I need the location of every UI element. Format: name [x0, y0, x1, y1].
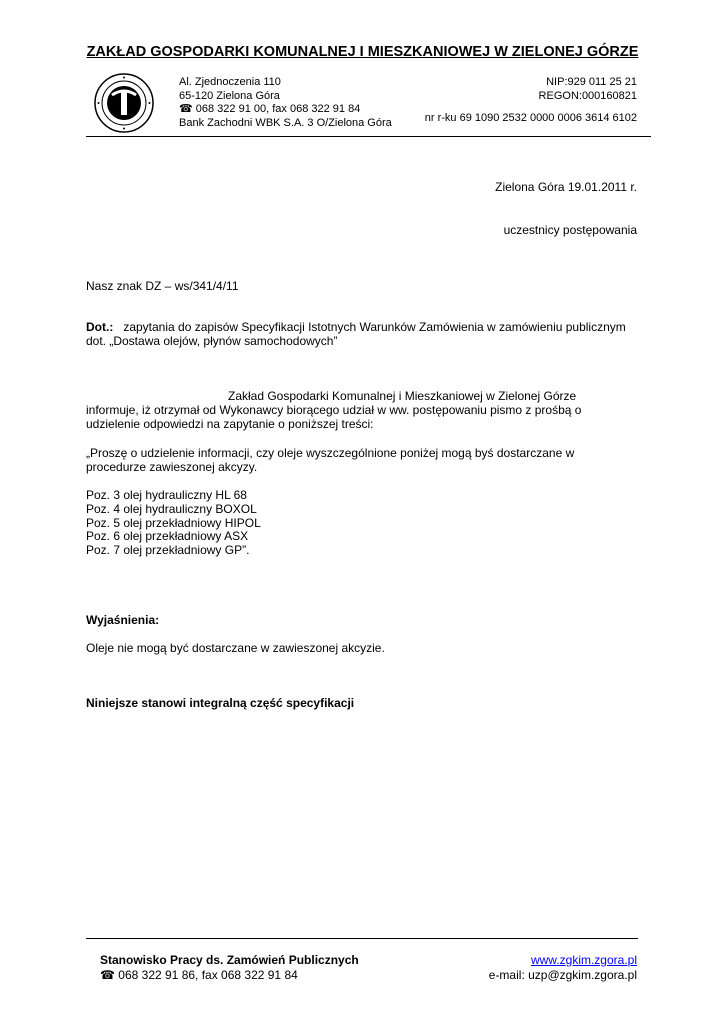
website-link[interactable]: www.zgkim.zgora.pl: [530, 953, 637, 967]
intro-line-3: udzielenie odpowiedzi na zapytanie o poniższej treści:: [86, 416, 374, 431]
address-line-2: 65-120 Zielona Góra: [179, 89, 280, 102]
quote-line-1: „Proszę o udzielenie informacji, czy oleje wyszczególnione poniżej mogą byś dostarczane w: [86, 446, 575, 460]
subject: [86, 321, 651, 349]
regon-number: REGON:000160821: [538, 89, 637, 102]
footer-contact: [100, 953, 359, 982]
nip-number: NIP:929 011 25 21: [546, 76, 637, 88]
intro-line-2: informuje, iż otrzymał od Wykonawcy biorącego udział w ww. postępowaniu pismo z prośbą o: [86, 402, 582, 417]
footer-email[interactable]: e-mail: uzp@zgkim.zgora.pl: [488, 967, 637, 982]
subject-line-1: zapytania do zapisów Specyfikacji Istotnych Warunków Zamówienia w zamówieniu publicznym: [123, 320, 626, 334]
footer-web: [489, 953, 637, 982]
account-number: nr r-ku 69 1090 2532 0000 0006 3614 6102: [424, 112, 637, 124]
company-address: [179, 76, 392, 130]
bank-name: Bank Zachodni WBK S.A. 3 O/Zielona Góra: [179, 116, 392, 129]
subject-line-2: dot. „Dostawa olejów, płynów samochodowych”: [86, 333, 338, 348]
phone-icon: ☎: [100, 967, 115, 982]
footer-phone: ☎ 068 322 91 86, fax 068 322 91 84: [100, 967, 298, 982]
footer-divider: [86, 938, 638, 939]
list-item: Poz. 5 olej przekładniowy HIPOL: [86, 515, 261, 530]
phone-icon: ☎: [179, 103, 193, 115]
header-divider: [86, 136, 651, 137]
quote-line-2: procedurze zawieszonej akcyzy.: [86, 459, 258, 474]
subject-label: Dot.:: [86, 320, 114, 334]
explanation-text: Oleje nie mogą być dostarczane w zawieszonej akcyzie.: [86, 641, 385, 655]
intro-line-1: Zakład Gospodarki Komunalnej i Mieszkaniowej w Zielonej Górze: [228, 389, 577, 403]
list-item: Poz. 3 olej hydrauliczny HL 68: [86, 488, 247, 502]
reference-number: Nasz znak DZ – ws/341/4/11: [86, 279, 239, 293]
company-ids: [539, 76, 637, 103]
quoted-question: [86, 447, 651, 475]
letter-recipients: uczestnicy postępowania: [503, 223, 637, 237]
phone-line: ☎ 068 322 91 00, fax 068 322 91 84: [179, 103, 361, 115]
footer-department: Stanowisko Pracy ds. Zamówień Publicznych: [100, 953, 359, 967]
list-item: Poz. 6 olej przekładniowy ASX: [86, 529, 249, 544]
list-item: Poz. 7 olej przekładniowy GP”.: [86, 543, 250, 558]
list-item: Poz. 4 olej hydrauliczny BOXOL: [86, 501, 257, 516]
company-title: ZAKŁAD GOSPODARKI KOMUNALNEJ I MIESZKANIOWEJ W ZIELONEJ GÓRZE: [86, 44, 639, 60]
intro-paragraph: [86, 390, 651, 431]
company-seal-logo: [94, 73, 154, 133]
explanation-heading: Wyjaśnienia:: [86, 613, 160, 627]
item-list: [86, 489, 261, 558]
address-line-1: Al. Zjednoczenia 110: [179, 76, 281, 88]
letter-date: Zielona Góra 19.01.2011 r.: [495, 180, 637, 194]
closing-statement: Niniejsze stanowi integralną część specyfikacji: [86, 696, 355, 710]
